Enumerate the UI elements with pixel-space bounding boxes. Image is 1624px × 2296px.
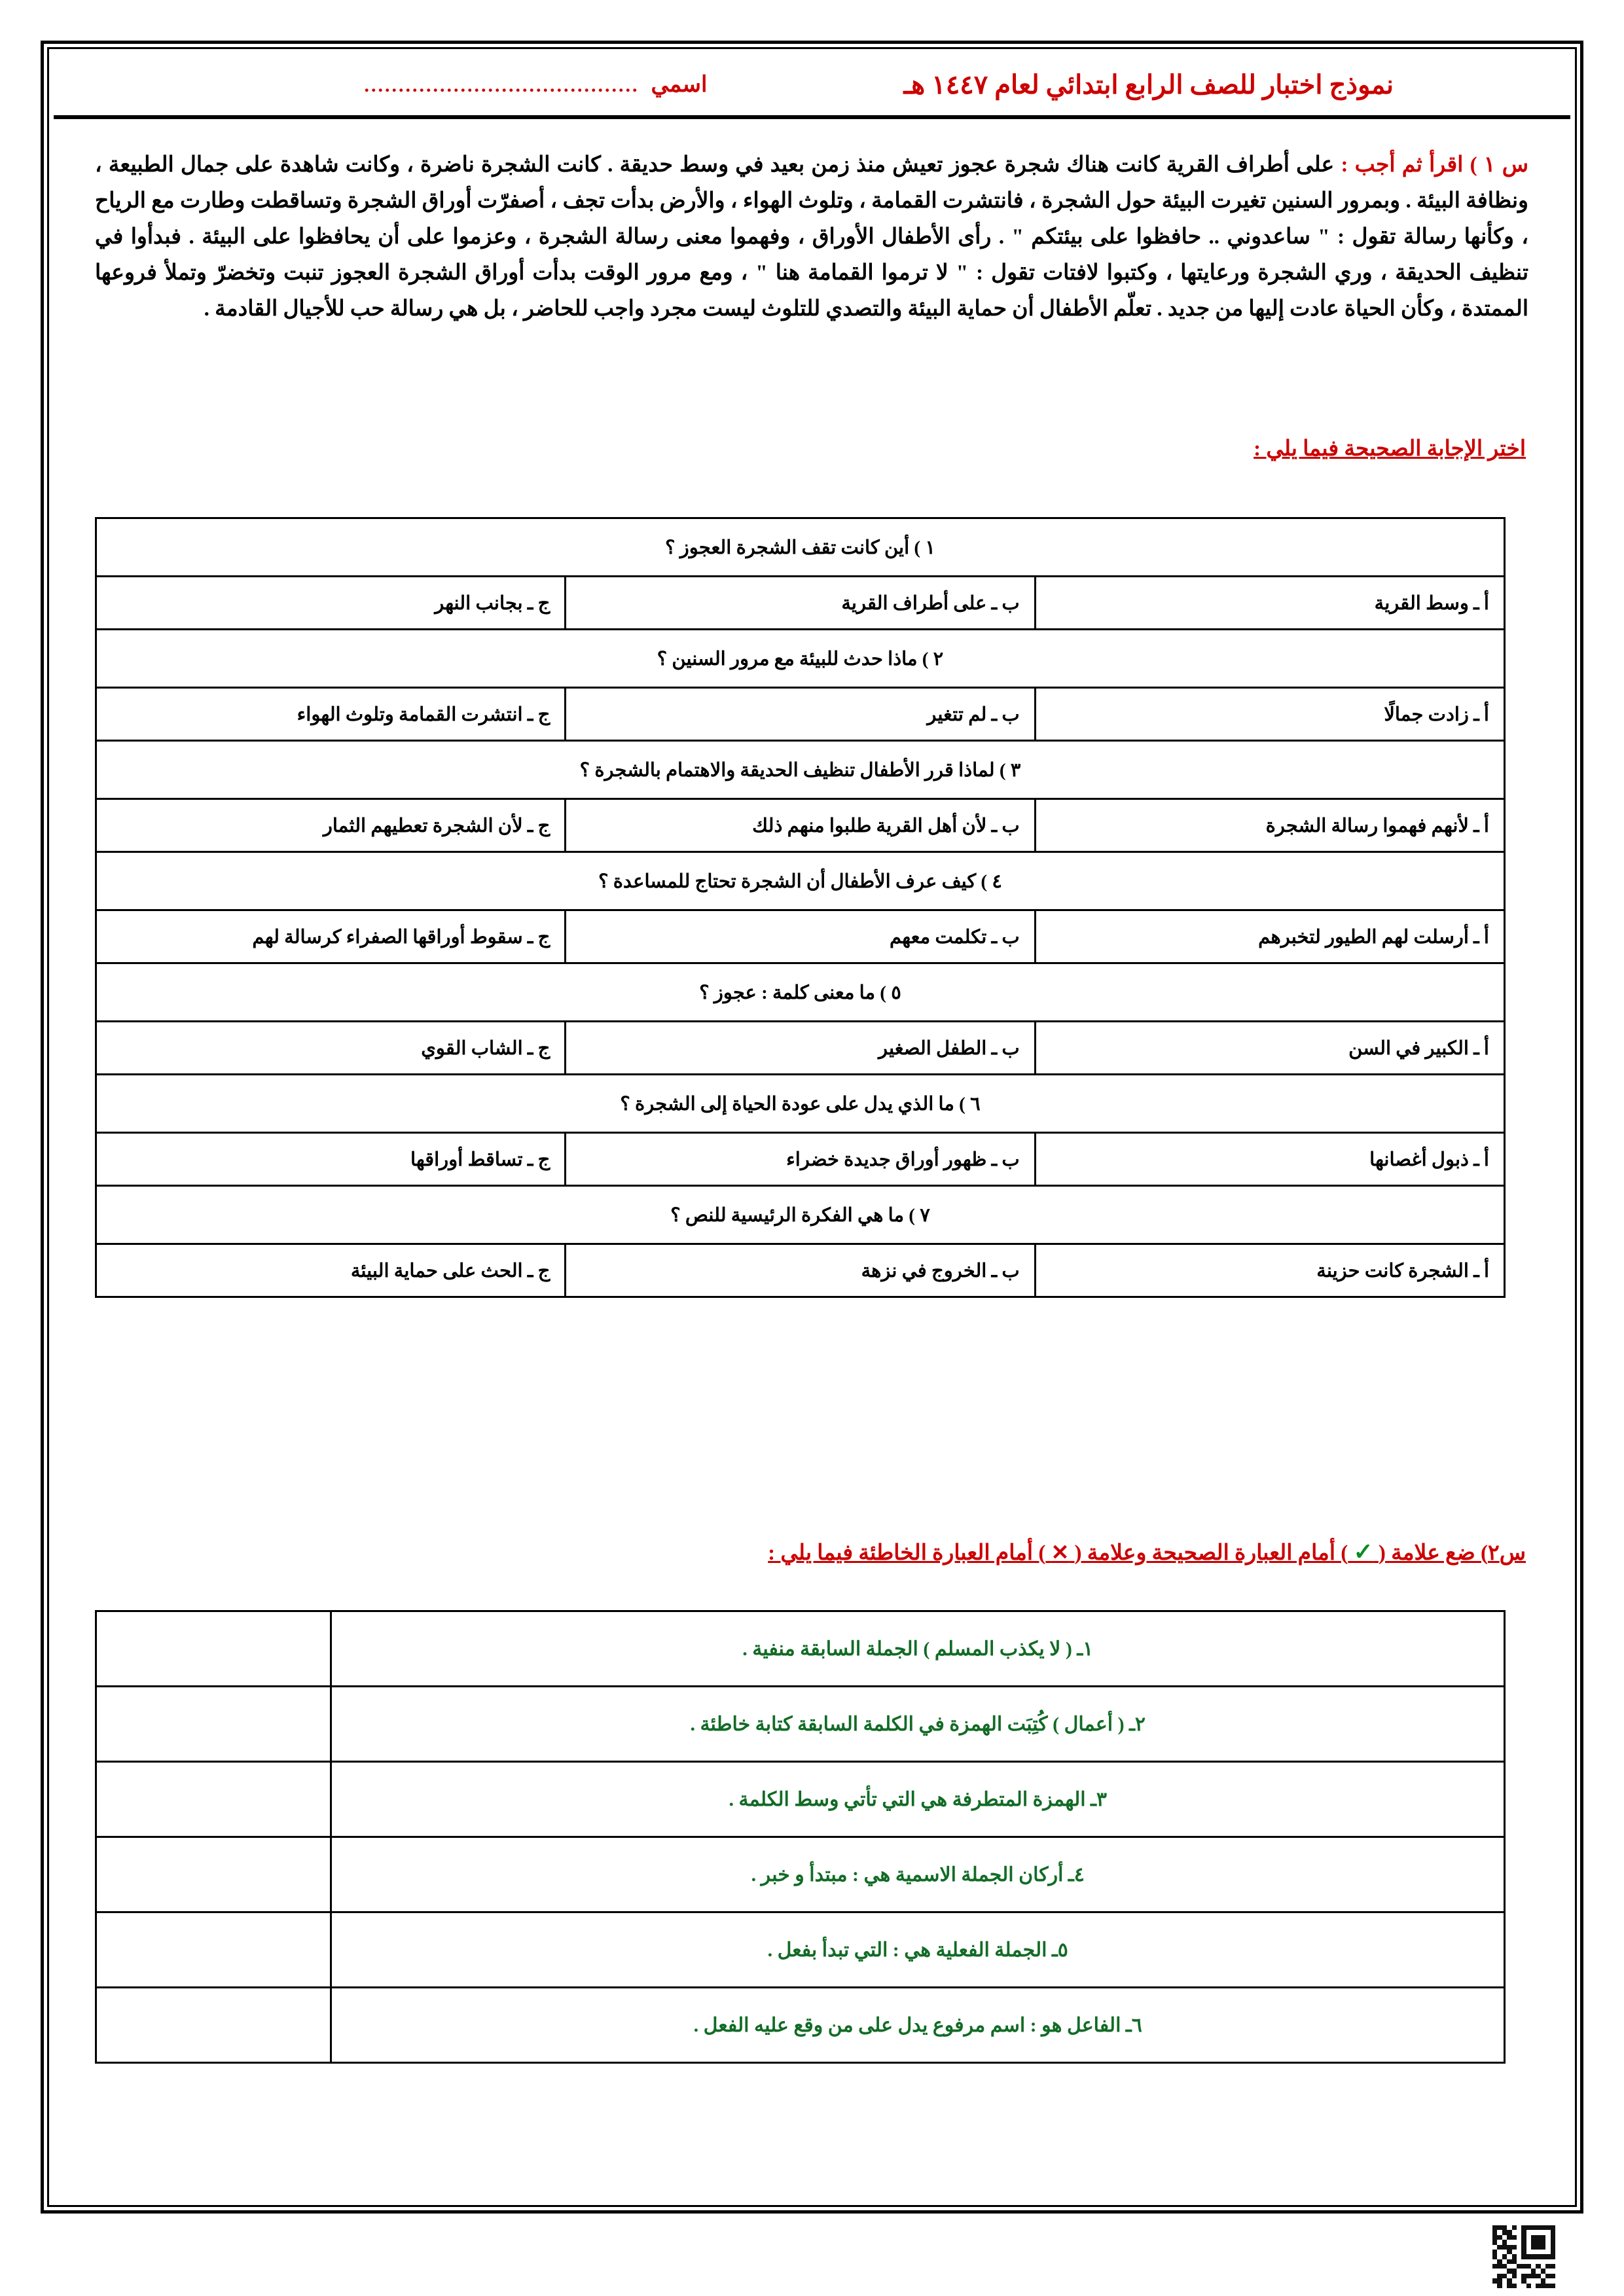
mcq-option-a[interactable]: أ ـ الكبير في السن bbox=[1035, 1022, 1504, 1075]
table-row bbox=[96, 1988, 1505, 2063]
student-name-field[interactable] bbox=[365, 71, 708, 98]
table-row bbox=[96, 852, 1505, 910]
cross-icon: ✕ bbox=[1051, 1541, 1070, 1565]
tf-heading-prefix: س٢) ضع علامة ( bbox=[1378, 1541, 1526, 1565]
mcq-option-b[interactable]: ب ـ لأن أهل القرية طلبوا منهم ذلك bbox=[566, 799, 1035, 852]
mcq-option-c[interactable]: ج ـ تساقط أوراقها bbox=[96, 1133, 566, 1186]
mcq-table bbox=[95, 517, 1506, 1298]
tf-answer-box[interactable] bbox=[96, 1687, 331, 1762]
true-false-table bbox=[95, 1610, 1506, 2064]
tf-answer-box[interactable] bbox=[96, 1837, 331, 1912]
tf-answer-box[interactable] bbox=[96, 1912, 331, 1988]
page-title: نموذج اختبار للصف الرابع ابتدائي لعام ١٤٤٧ هـ bbox=[903, 69, 1394, 99]
table-row bbox=[96, 963, 1505, 1022]
mcq-option-a[interactable]: أ ـ الشجرة كانت حزينة bbox=[1035, 1244, 1504, 1297]
table-row bbox=[96, 1133, 1505, 1186]
table-row bbox=[96, 1762, 1505, 1837]
mcq-question: ٤ ) كيف عرف الأطفال أن الشجرة تحتاج للمساعدة ؟ bbox=[96, 852, 1505, 910]
mcq-option-c[interactable]: ج ـ سقوط أوراقها الصفراء كرسالة لهم bbox=[96, 910, 566, 963]
table-row bbox=[96, 799, 1505, 852]
mcq-option-b[interactable]: ب ـ تكلمت معهم bbox=[566, 910, 1035, 963]
table-row bbox=[96, 1022, 1505, 1075]
table-row bbox=[96, 1837, 1505, 1912]
tf-statement: ١ـ ( لا يكذب المسلم ) الجملة السابقة منفية . bbox=[331, 1611, 1505, 1687]
page-header bbox=[54, 54, 1570, 119]
table-row bbox=[96, 630, 1505, 688]
table-row bbox=[96, 518, 1505, 577]
table-row bbox=[96, 1075, 1505, 1133]
reading-passage bbox=[95, 147, 1528, 327]
table-row bbox=[96, 688, 1505, 741]
mcq-option-c[interactable]: ج ـ بجانب النهر bbox=[96, 577, 566, 630]
mcq-option-a[interactable]: أ ـ زادت جمالًا bbox=[1035, 688, 1504, 741]
check-icon: ✓ bbox=[1353, 1539, 1373, 1565]
mcq-option-c[interactable]: ج ـ الحث على حماية البيئة bbox=[96, 1244, 566, 1297]
true-false-heading bbox=[768, 1538, 1526, 1566]
choose-answer-heading: اختر الإجابة الصحيحة فيما يلي : bbox=[1254, 437, 1526, 461]
mcq-option-a[interactable]: أ ـ أرسلت لهم الطيور لتخبرهم bbox=[1035, 910, 1504, 963]
mcq-question: ١ ) أين كانت تقف الشجرة العجوز ؟ bbox=[96, 518, 1505, 577]
mcq-option-b[interactable]: ب ـ الخروج في نزهة bbox=[566, 1244, 1035, 1297]
mcq-option-c[interactable]: ج ـ لأن الشجرة تعطيهم الثمار bbox=[96, 799, 566, 852]
question-1-label: س ١ ) اقرأ ثم أجب : bbox=[1341, 153, 1528, 177]
mcq-question: ٣ ) لماذا قرر الأطفال تنظيف الحديقة والاهتمام بالشجرة ؟ bbox=[96, 741, 1505, 799]
tf-statement: ٤ـ أركان الجملة الاسمية هي : مبتدأ و خبر . bbox=[331, 1837, 1505, 1912]
mcq-option-b[interactable]: ب ـ على أطراف القرية bbox=[566, 577, 1035, 630]
mcq-option-a[interactable]: أ ـ ذبول أغصانها bbox=[1035, 1133, 1504, 1186]
mcq-option-b[interactable]: ب ـ الطفل الصغير bbox=[566, 1022, 1035, 1075]
table-row bbox=[96, 1244, 1505, 1297]
mcq-option-a[interactable]: أ ـ وسط القرية bbox=[1035, 577, 1504, 630]
table-row bbox=[96, 1912, 1505, 1988]
table-row bbox=[96, 1687, 1505, 1762]
mcq-question: ٦ ) ما الذي يدل على عودة الحياة إلى الشجرة ؟ bbox=[96, 1075, 1505, 1133]
tf-statement: ٢ـ ( أعمال ) كُتِبَت الهمزة في الكلمة السابقة كتابة خاطئة . bbox=[331, 1687, 1505, 1762]
mcq-option-a[interactable]: أ ـ لأنهم فهموا رسالة الشجرة bbox=[1035, 799, 1504, 852]
student-name-blank[interactable]: ........................................ bbox=[364, 75, 640, 96]
table-row bbox=[96, 910, 1505, 963]
table-row bbox=[96, 1186, 1505, 1244]
qr-code-grid bbox=[1492, 2225, 1555, 2288]
qr-code-icon bbox=[1492, 2225, 1555, 2288]
tf-statement: ٦ـ الفاعل هو : اسم مرفوع يدل على من وقع عليه الفعل . bbox=[331, 1988, 1505, 2063]
mcq-option-c[interactable]: ج ـ الشاب القوي bbox=[96, 1022, 566, 1075]
mcq-option-c[interactable]: ج ـ انتشرت القمامة وتلوث الهواء bbox=[96, 688, 566, 741]
tf-answer-box[interactable] bbox=[96, 1988, 331, 2063]
mcq-question: ٥ ) ما معنى كلمة : عجوز ؟ bbox=[96, 963, 1505, 1022]
mcq-option-b[interactable]: ب ـ ظهور أوراق جديدة خضراء bbox=[566, 1133, 1035, 1186]
tf-heading-suffix: ) أمام العبارة الخاطئة فيما يلي : bbox=[768, 1541, 1046, 1565]
tf-heading-middle: ) أمام العبارة الصحيحة وعلامة ( bbox=[1074, 1541, 1348, 1565]
mcq-option-b[interactable]: ب ـ لم تتغير bbox=[566, 688, 1035, 741]
tf-answer-box[interactable] bbox=[96, 1762, 331, 1837]
passage-text: على أطراف القرية كانت هناك شجرة عجوز تعيش منذ زمن بعيد في وسط حديقة . كانت الشجرة ناضرة ، وكانت شاهدة على جمال الطبيعة ، ونظافة البيئة . وبمرور السنين تغيرت البيئة حول الشجرة ، فانتشرت القمامة ، وتلوث الهواء ، والأرض بدأت تجف ، أصفرّت أوراق الشجرة وتساقطت وطارت مع الرياح ، وكأنها رسالة تقول : " ساعدوني .. حافظوا على بيئتكم " . رأى الأطفال الأوراق ، وفهموا معنى رسالة الشجرة ، وعزموا على أن يحافظوا على البيئة . فبدأوا في تنظيف الحديقة ، وري الشجرة ورعايتها ، وكتبوا لافتات تقول : " لا ترموا القمامة هنا " ، ومع مرور الوقت بدأت أوراق الشجرة العجوز تنبت وتخضرّ وتملأ فروعها الممتدة ، وكأن الحياة عادت إليها من جديد . تعلّم الأطفال أن حماية البيئة والتصدي للتلوث ليست مجرد واجب للحاضر ، بل هي رسالة حب للأجيال القادمة . bbox=[95, 153, 1529, 321]
table-row bbox=[96, 577, 1505, 630]
table-row bbox=[96, 741, 1505, 799]
tf-statement: ٣ـ الهمزة المتطرفة هي التي تأتي وسط الكلمة . bbox=[331, 1762, 1505, 1837]
table-row bbox=[96, 1611, 1505, 1687]
mcq-question: ٢ ) ماذا حدث للبيئة مع مرور السنين ؟ bbox=[96, 630, 1505, 688]
tf-statement: ٥ـ الجملة الفعلية هي : التي تبدأ بفعل . bbox=[331, 1912, 1505, 1988]
mcq-question: ٧ ) ما هي الفكرة الرئيسية للنص ؟ bbox=[96, 1186, 1505, 1244]
tf-answer-box[interactable] bbox=[96, 1611, 331, 1687]
student-name-label: اسمي bbox=[651, 73, 708, 97]
